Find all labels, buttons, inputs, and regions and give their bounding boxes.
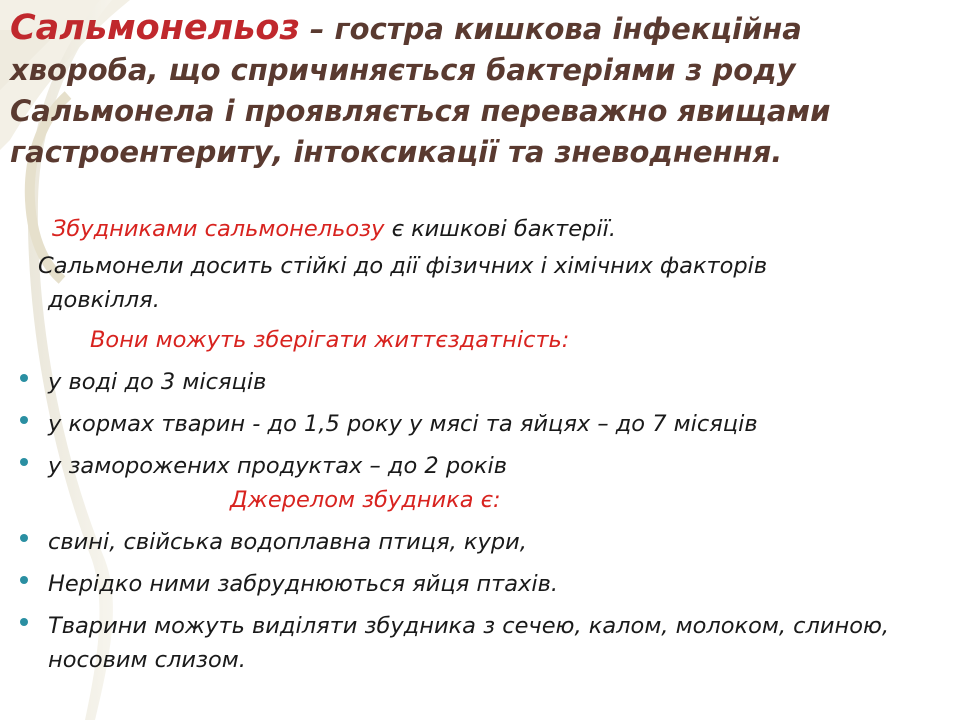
resistance-line-1: Сальмонели досить стійкі до дії фізичних і хімічних факторів [38,253,768,279]
list-item [0,449,960,483]
bullet-icon [20,458,28,466]
title-definition: – гостра кишкова інфекційна хвороба, що спричиняється бактеріями з роду Сальмонела і проявляється переважно явищами гастроентериту, інтоксикації та зневоднення. [10,12,831,169]
list-item-text: у воді до 3 місяців [48,369,267,395]
bullet-icon [20,534,28,542]
pathogen-paragraph [52,212,960,246]
list-item-text: у заморожених продуктах – до 2 років [48,453,507,479]
list-item-text: Тварини можуть виділяти збудника з сечею, калом, молоком, слиною, носовим слизом. [48,613,890,673]
title-term: Сальмонельоз [10,8,300,48]
list-item [0,525,960,559]
bullet-icon [20,374,28,382]
list-item [0,567,960,601]
list-item-text: у кормах тварин - до 1,5 року у мясі та яйцях – до 7 місяців [48,411,758,437]
bullet-icon [20,576,28,584]
source-list [0,525,960,677]
slide-title [10,8,940,173]
bullet-icon [20,618,28,626]
slide-body [0,212,960,677]
bullet-icon [20,416,28,424]
list-item [0,609,960,677]
list-item-text: свині, свійська водоплавна птиця, кури, [48,529,527,555]
resistance-line-2: довкілля. [48,287,160,313]
pathogen-highlight: Збудниками сальмонельозу [52,216,385,242]
survival-heading: Вони можуть зберігати життєздатність: [90,327,570,353]
list-item [0,365,960,399]
source-heading: Джерелом збудника є: [230,487,501,513]
resistance-paragraph [38,249,960,317]
survival-list [0,365,960,483]
list-item [0,407,960,441]
pathogen-rest: є кишкові бактерії. [384,216,617,242]
list-item-text: Нерідко ними забруднюються яйця птахів. [48,571,558,597]
